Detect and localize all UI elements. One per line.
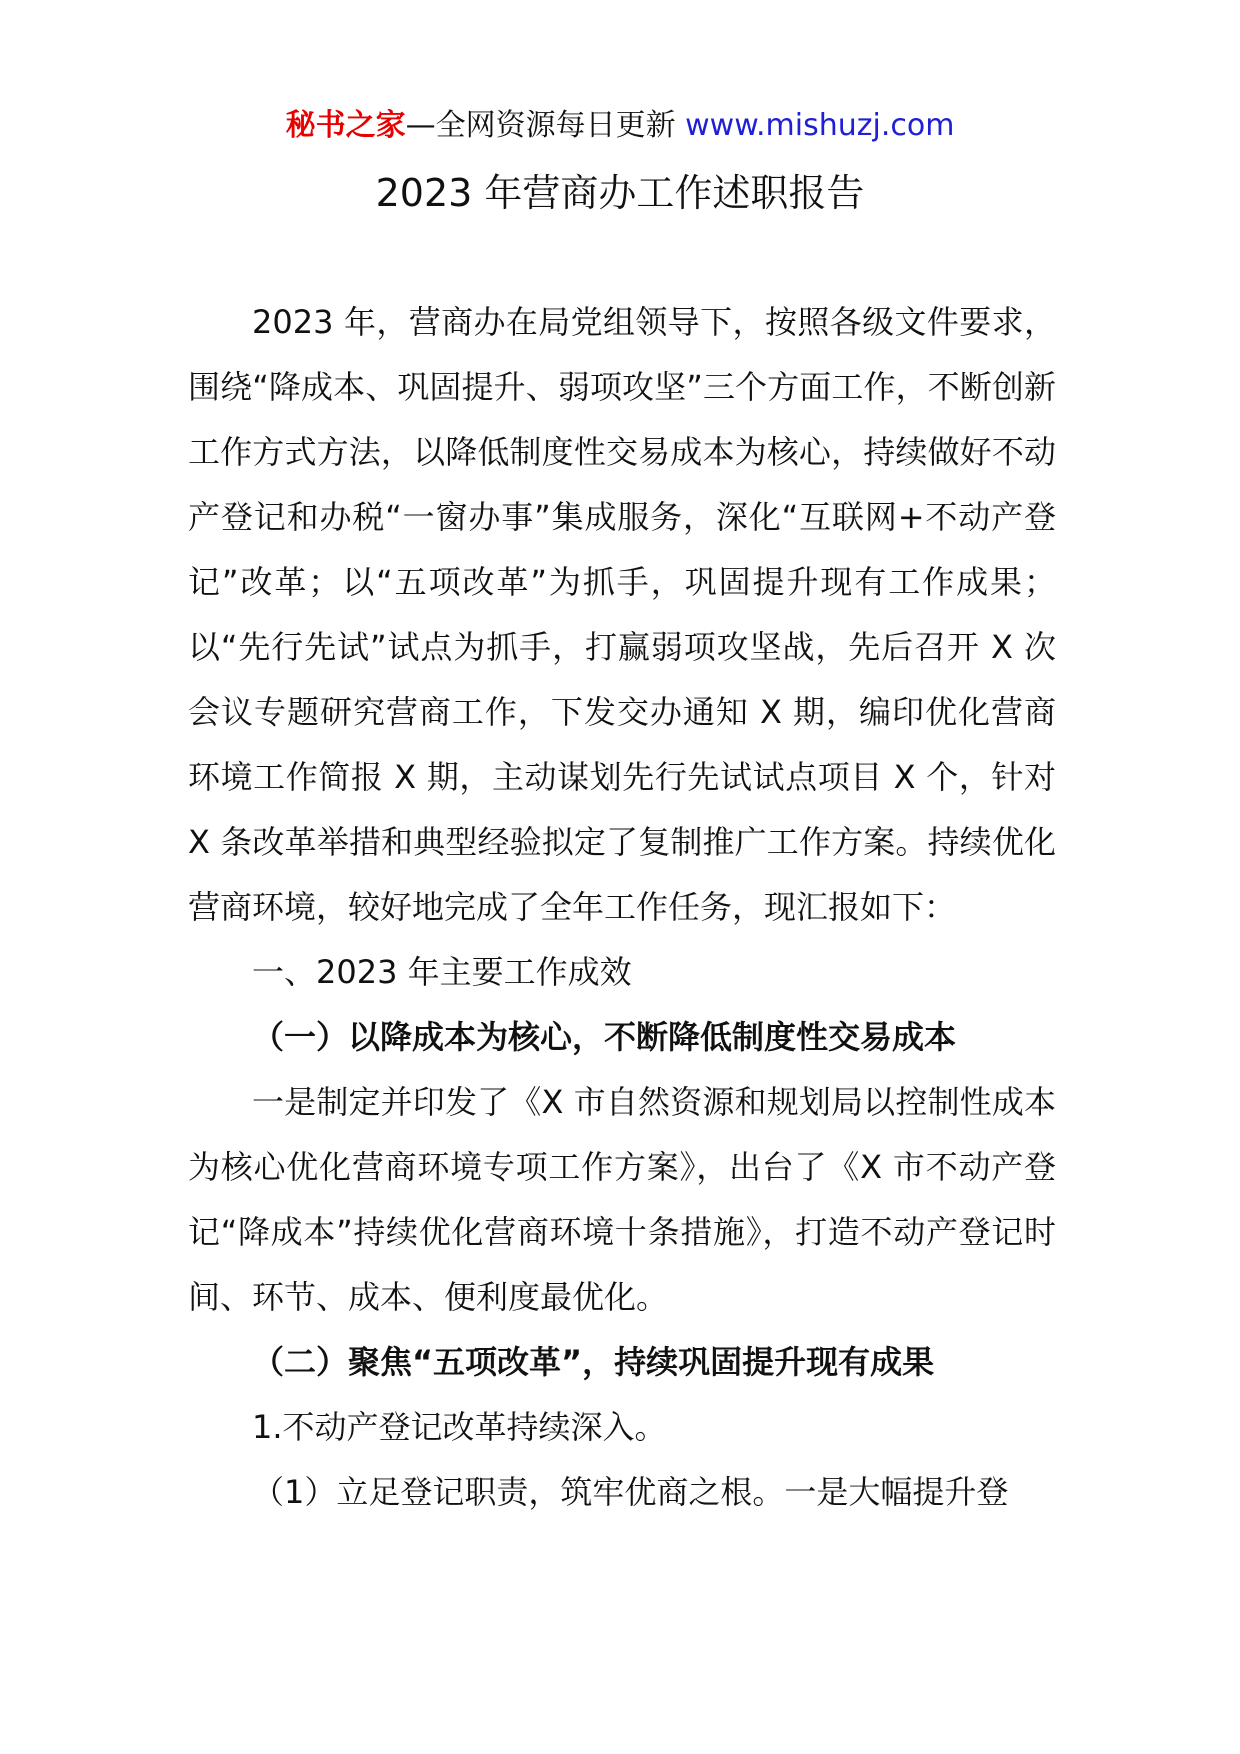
site-brand: 秘书之家	[285, 108, 406, 143]
body-paragraph: 一是制定并印发了《X 市自然资源和规划局以控制性成本为核心优化营商环境专项工作方案》，出台了《X 市不动产登记“降成本”持续优化营商环境十条措施》，打造不动产登记时间、环节、成本、便利度最优化。	[188, 1083, 1056, 1316]
document-title: 2023 年营商办工作述职报告	[375, 171, 865, 215]
subsection-heading: （一）以降成本为核心，不断降低制度性交易成本	[252, 1018, 957, 1056]
subsection-heading: （二）聚焦“五项改革”，持续巩固提升现有成果	[252, 1343, 935, 1381]
site-url-link[interactable]: www.mishuzj.com	[685, 108, 955, 143]
numbered-item: 1.不动产登记改革持续深入。	[252, 1408, 667, 1446]
numbered-subitem: （1）立足登记职责，筑牢优商之根。一是大幅提升登	[252, 1473, 1009, 1511]
document-body	[188, 290, 1056, 1525]
site-header	[0, 104, 1240, 148]
site-slogan: —全网资源每日更新	[405, 108, 686, 143]
intro-paragraph: 2023 年，营商办在局党组领导下，按照各级文件要求，围绕“降成本、巩固提升、弱项攻坚”三个方面工作，不断创新工作方式方法，以降低制度性交易成本为核心，持续做好不动产登记和办税“一窗办事”集成服务，深化“互联网+不动产登记”改革；以“五项改革”为抓手，巩固提升现有工作成果；以“先行先试”试点为抓手，打赢弱项攻坚战，先后召开 X 次会议专题研究营商工作，下发交办通知 X 期，编印优化营商环境工作简报 X 期，主动谋划先行先试试点项目 X 个，针对 X 条改革举措和典型经验拟定了复制推广工作方案。持续优化营商环境，较好地完成了全年工作任务，现汇报如下：	[188, 303, 1056, 926]
section-heading: 一、2023 年主要工作成效	[252, 953, 632, 991]
